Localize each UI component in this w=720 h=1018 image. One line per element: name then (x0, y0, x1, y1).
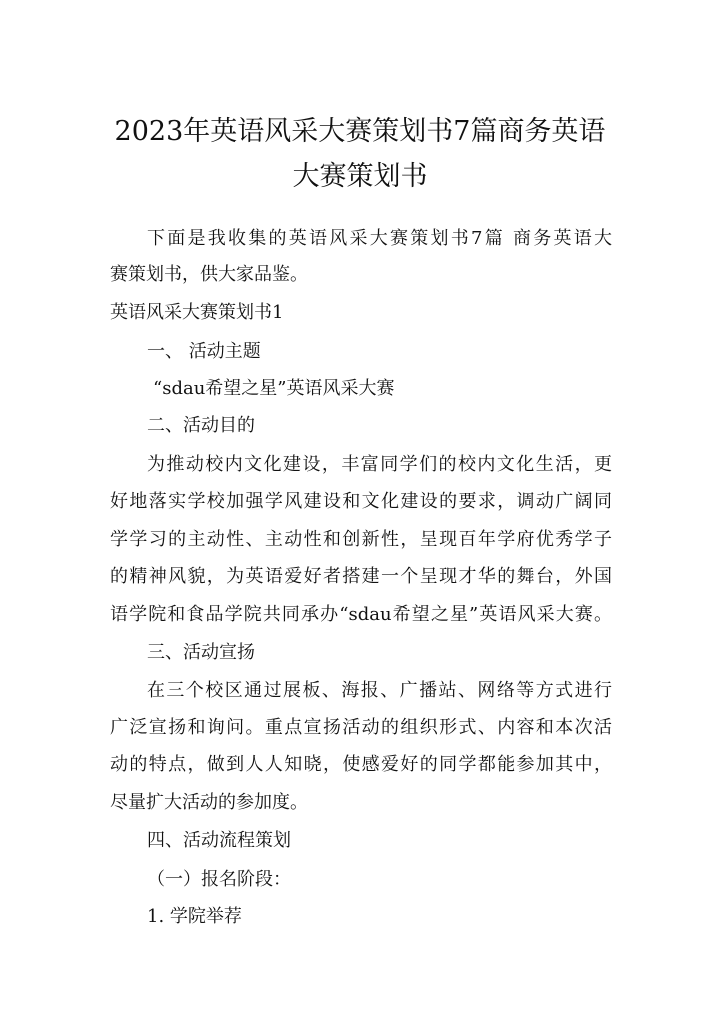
intro-line-1: 下面是我收集的英语风采大赛策划书7篇 商务英语大 (147, 228, 612, 249)
promotion-line-1: 在三个校区通过展板、海报、广播站、网络等方式进行 (147, 680, 612, 701)
document-title-line-1: 2023年英语风采大赛策划书7篇商务英语 (114, 116, 606, 147)
promotion-line-3: 动的特点，做到人人知晓，使感爱好的同学都能参加其中， (110, 754, 612, 775)
promotion-line-4: 尽量扩大活动的参加度。 (110, 792, 308, 813)
purpose-line-3: 学学习的主动性、主动性和创新性，呈现百年学府优秀学子 (110, 529, 612, 550)
heading-activity-purpose: 二、活动目的 (147, 415, 255, 436)
list-item-college-recommendation: 1. 学院举荐 (147, 906, 242, 927)
purpose-line-1: 为推动校内文化建设，丰富同学们的校内文化生活，更 (147, 454, 612, 475)
activity-theme-text: “sdau希望之星”英语风采大赛 (153, 378, 395, 399)
heading-activity-promotion: 三、活动宣扬 (147, 642, 255, 663)
document-title-line-2: 大赛策划书 (292, 161, 428, 192)
promotion-line-2: 广泛宣扬和询问。重点宣扬活动的组织形式、内容和本次活 (110, 717, 612, 738)
heading-activity-theme: 一、 活动主题 (147, 341, 261, 362)
heading-activity-process: 四、活动流程策划 (147, 830, 291, 851)
purpose-line-2: 好地落实学校加强学风建设和文化建设的要求，调动广阔同 (110, 491, 612, 512)
subheading-registration: （一）报名阶段： (147, 869, 291, 890)
section-heading-plan-1: 英语风采大赛策划书1 (110, 302, 284, 323)
purpose-line-5: 语学院和食品学院共同承办“sdau希望之星”英语风采大赛。 (110, 604, 612, 625)
intro-line-2: 赛策划书，供大家品鉴。 (110, 264, 308, 285)
purpose-line-4: 的精神风貌，为英语爱好者搭建一个呈现才华的舞台，外国 (110, 566, 612, 587)
